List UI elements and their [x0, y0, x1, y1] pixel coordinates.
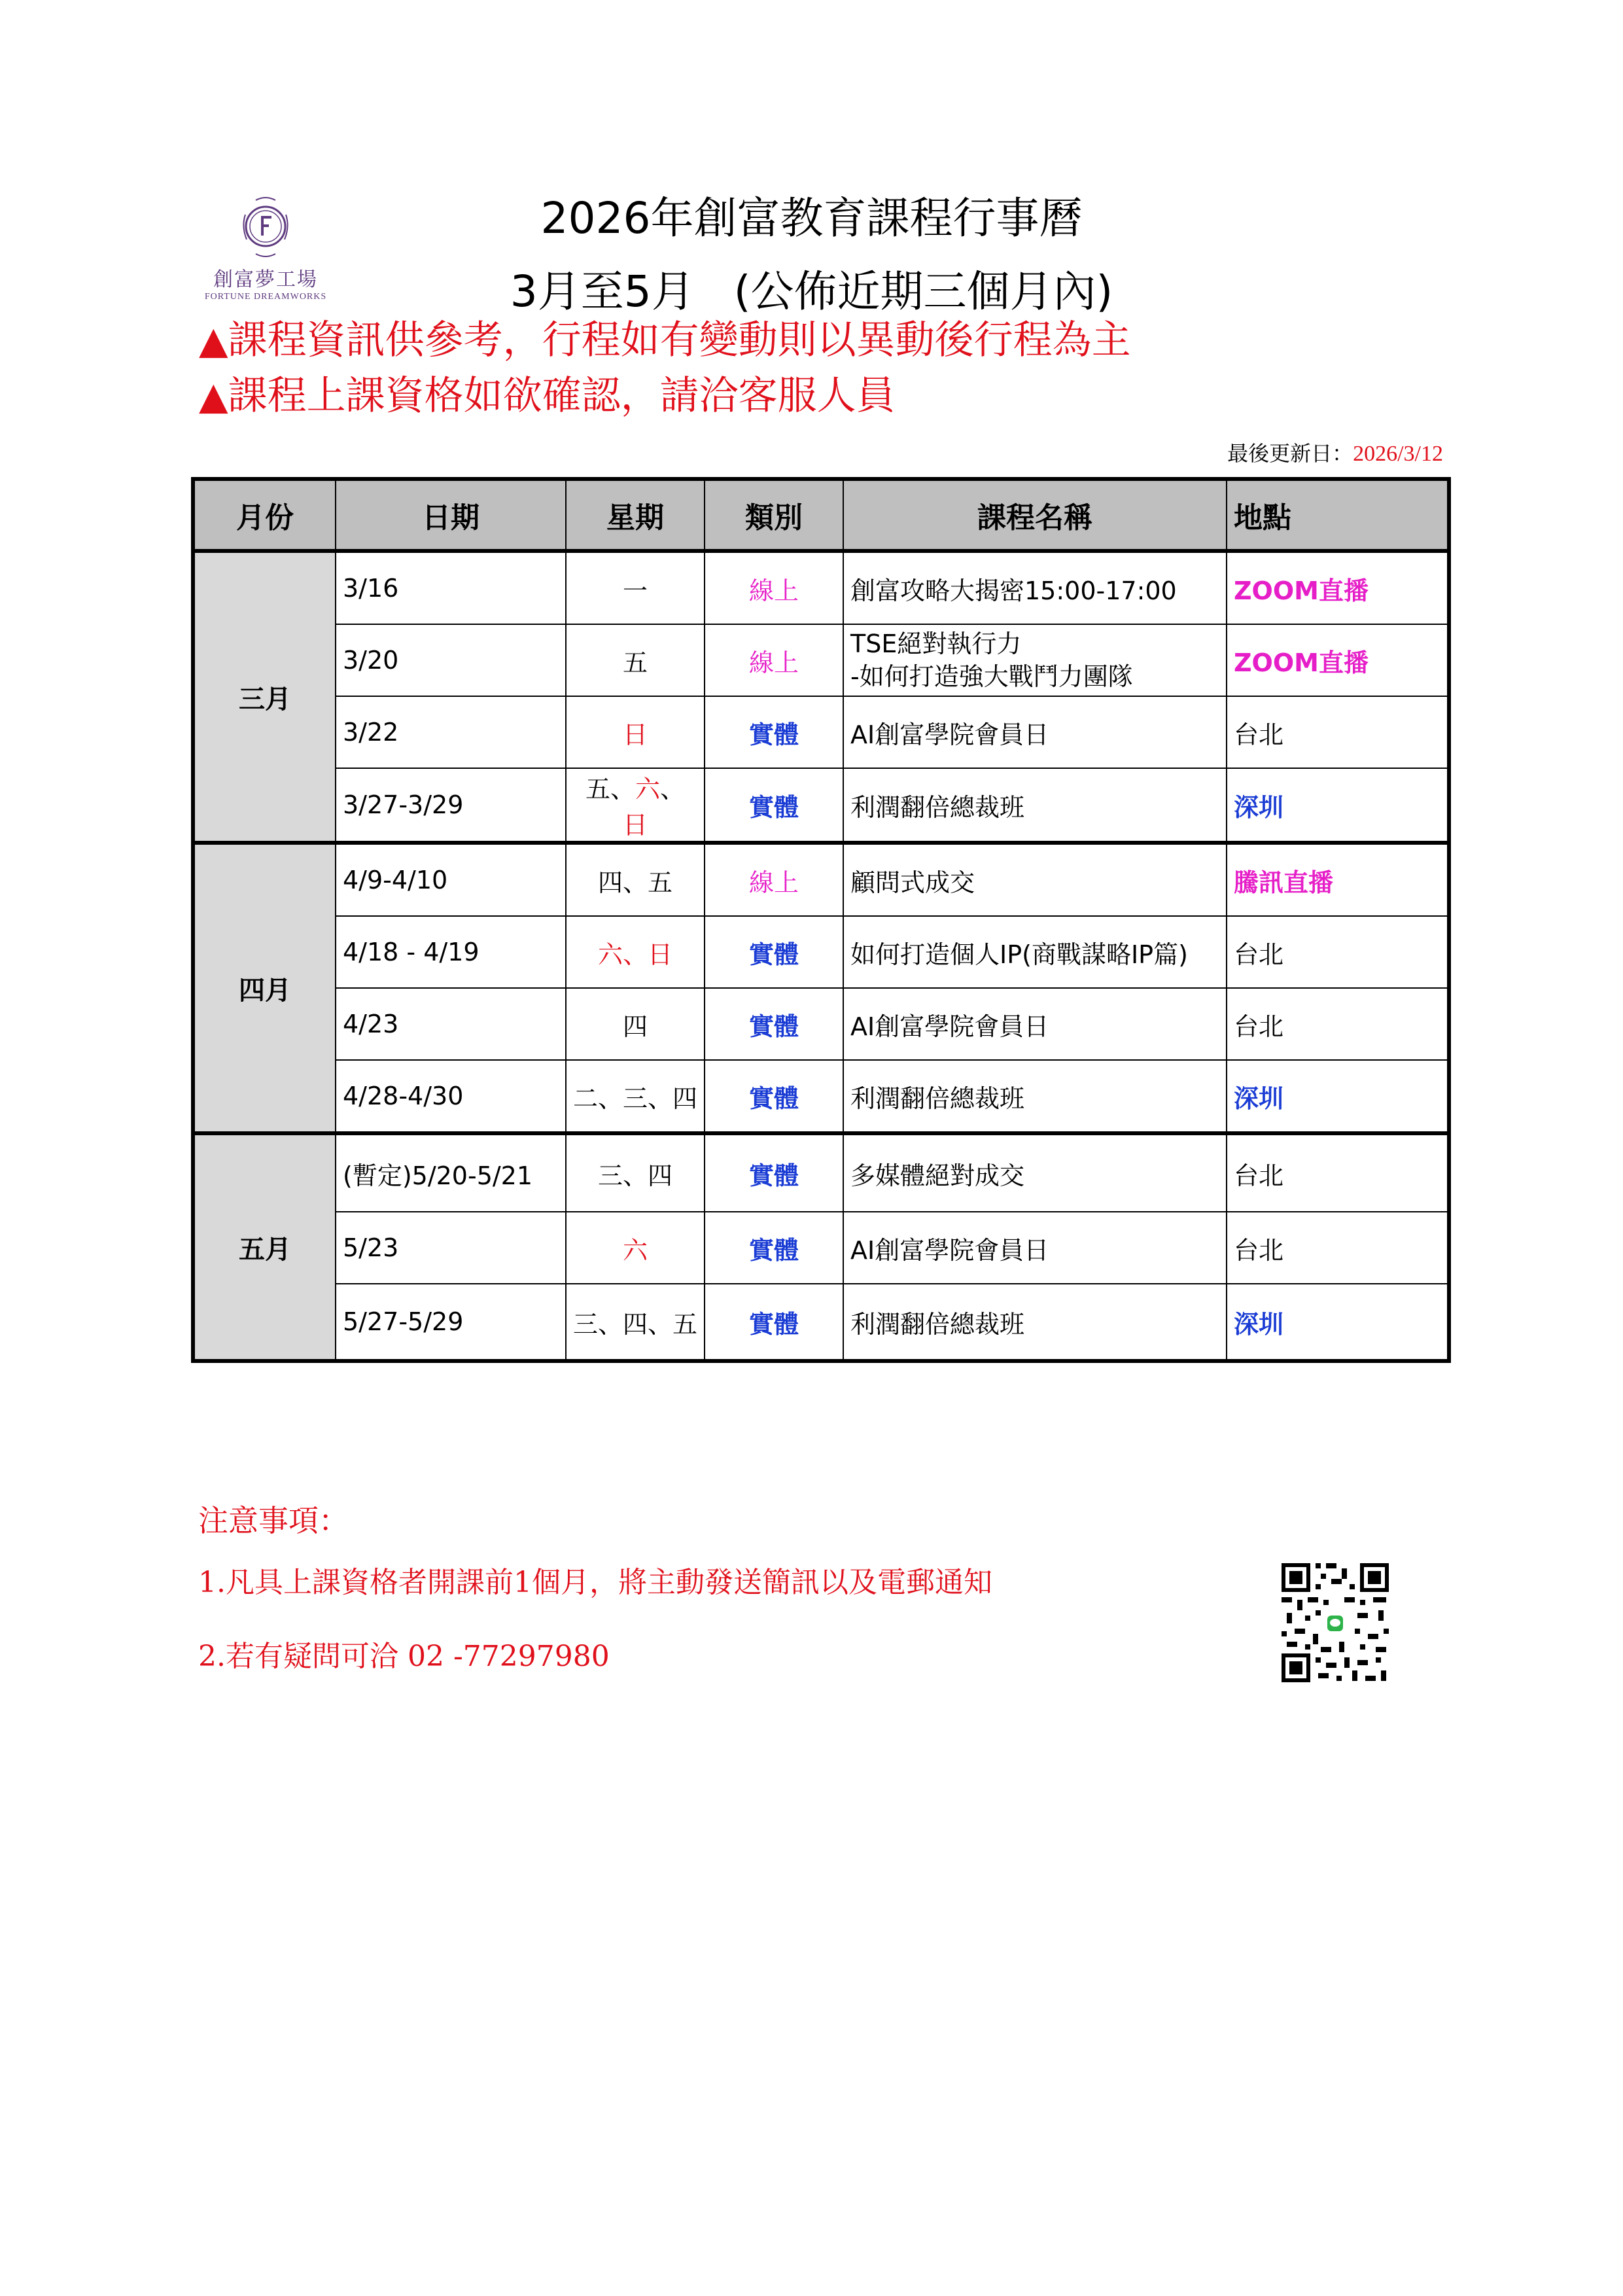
weekday-cell: 三、四: [566, 1133, 705, 1212]
type-cell: 實體: [705, 696, 843, 768]
date-cell: 4/28-4/30: [336, 1060, 566, 1133]
header-weekday: 星期: [566, 479, 705, 551]
location-cell: ZOOM直播: [1227, 624, 1449, 696]
course-line-2: -如何打造強大戰鬥力團隊: [850, 662, 1133, 691]
table-row: [193, 1212, 1449, 1284]
date-cell: 3/27-3/29: [336, 768, 566, 843]
date-cell: 3/16: [336, 551, 566, 624]
date-cell: 5/27-5/29: [336, 1284, 566, 1361]
table-row: [193, 551, 1449, 624]
course-cell: 顧問式成交: [843, 843, 1227, 916]
table-header-row: [193, 479, 1449, 551]
location-cell: 深圳: [1227, 1284, 1449, 1361]
weekday-cell: 六: [566, 1212, 705, 1284]
warning-line-2: [199, 364, 896, 421]
weekday-cell: 五: [566, 624, 705, 696]
month-cell: 五月: [193, 1133, 336, 1361]
table-row: [193, 916, 1449, 988]
weekday-part: 五: [585, 775, 610, 804]
note-item-2: 2.若有疑問可洽 02 -77297980: [198, 1640, 610, 1673]
date-cell: 3/20: [336, 624, 566, 696]
warning-triangle-icon: ▲: [199, 374, 228, 418]
type-cell: 實體: [705, 916, 843, 988]
course-line-1: TSE絕對執行力: [850, 629, 1022, 658]
table-row: [193, 624, 1449, 696]
location-cell: 深圳: [1227, 768, 1449, 843]
type-cell: 實體: [705, 768, 843, 843]
course-cell: 利潤翻倍總裁班: [843, 1060, 1227, 1133]
header-location: 地點: [1227, 479, 1449, 551]
table-row: [193, 988, 1449, 1060]
table-row: [193, 843, 1449, 916]
warning-triangle-icon: ▲: [199, 318, 228, 362]
warning-text-2: 課程上課資格如欲確認，請洽客服人員: [228, 373, 896, 419]
type-cell: 線上: [705, 624, 843, 696]
type-cell: 實體: [705, 1060, 843, 1133]
weekday-part: 六: [635, 775, 661, 804]
table-row: [193, 1284, 1449, 1361]
type-cell: 實體: [705, 1133, 843, 1212]
table-row: [193, 1060, 1449, 1133]
weekday-cell: 三、四、五: [566, 1284, 705, 1361]
type-cell: 線上: [705, 551, 843, 624]
weekday-sep: 、: [660, 775, 686, 804]
table-row: [193, 768, 1449, 843]
date-cell: (暫定)5/20-5/21: [336, 1133, 566, 1212]
table-row: [193, 696, 1449, 768]
subtitle-note: (公佈近期三個月內): [733, 266, 1113, 317]
weekday-cell: 四、五: [566, 843, 705, 916]
last-updated-label: 最後更新日：: [1227, 441, 1353, 466]
date-cell: 3/22: [336, 696, 566, 768]
course-cell: 利潤翻倍總裁班: [843, 768, 1227, 843]
location-cell: 台北: [1227, 696, 1449, 768]
header-type: 類別: [705, 479, 843, 551]
note-item-1: 1.凡具上課資格者開課前1個月，將主動發送簡訊以及電郵通知: [198, 1566, 992, 1599]
month-cell: 三月: [193, 551, 336, 843]
location-cell: 台北: [1227, 1133, 1449, 1212]
weekday-cell: 二、三、四: [566, 1060, 705, 1133]
header-course: 課程名稱: [843, 479, 1227, 551]
date-cell: 4/9-4/10: [336, 843, 566, 916]
location-cell: 深圳: [1227, 1060, 1449, 1133]
header-month: 月份: [193, 479, 336, 551]
course-cell: AI創富學院會員日: [843, 1212, 1227, 1284]
warning-line-1: [199, 309, 1131, 365]
type-cell: 實體: [705, 988, 843, 1060]
weekday-cell: 一: [566, 551, 705, 624]
last-updated: [1227, 437, 1443, 467]
location-cell: 騰訊直播: [1227, 843, 1449, 916]
weekday-cell: 六、日: [566, 916, 705, 988]
weekday-cell: [566, 768, 705, 843]
course-cell: 多媒體絕對成交: [843, 1133, 1227, 1212]
type-cell: 實體: [705, 1212, 843, 1284]
logo-name-cn: 創富夢工場: [213, 268, 318, 291]
warning-text-1: 課程資訊供參考，行程如有變動則以異動後行程為主: [228, 317, 1131, 363]
header-date: 日期: [336, 479, 566, 551]
date-cell: 4/23: [336, 988, 566, 1060]
location-cell: ZOOM直播: [1227, 551, 1449, 624]
location-cell: 台北: [1227, 916, 1449, 988]
subtitle-period: 3月至5月: [510, 266, 695, 317]
table-row: [193, 1133, 1449, 1212]
last-updated-value: 2026/3/12: [1353, 442, 1443, 466]
type-cell: 實體: [705, 1284, 843, 1361]
qr-code-icon[interactable]: [1279, 1561, 1391, 1685]
date-cell: 5/23: [336, 1212, 566, 1284]
weekday-cell: 四: [566, 988, 705, 1060]
course-cell: 創富攻略大揭密15:00-17:00: [843, 551, 1227, 624]
course-cell: 如何打造個人IP(商戰謀略IP篇): [843, 916, 1227, 988]
weekday-part: 日: [622, 811, 648, 839]
location-cell: 台北: [1227, 988, 1449, 1060]
course-cell: AI創富學院會員日: [843, 696, 1227, 768]
type-cell: 線上: [705, 843, 843, 916]
schedule-table: [191, 477, 1451, 1363]
weekday-cell: 日: [566, 696, 705, 768]
page-title: 2026年創富教育課程行事曆: [540, 193, 1083, 243]
date-cell: 4/18 - 4/19: [336, 916, 566, 988]
notes-title: 注意事項：: [198, 1503, 349, 1538]
month-cell: 四月: [193, 843, 336, 1133]
qr-code-graphic: [1279, 1561, 1391, 1685]
weekday-sep: 、: [610, 775, 635, 804]
logo-name-en: FORTUNE DREAMWORKS: [204, 292, 327, 302]
course-cell: 利潤翻倍總裁班: [843, 1284, 1227, 1361]
course-cell: [843, 624, 1227, 696]
course-cell: AI創富學院會員日: [843, 988, 1227, 1060]
location-cell: 台北: [1227, 1212, 1449, 1284]
